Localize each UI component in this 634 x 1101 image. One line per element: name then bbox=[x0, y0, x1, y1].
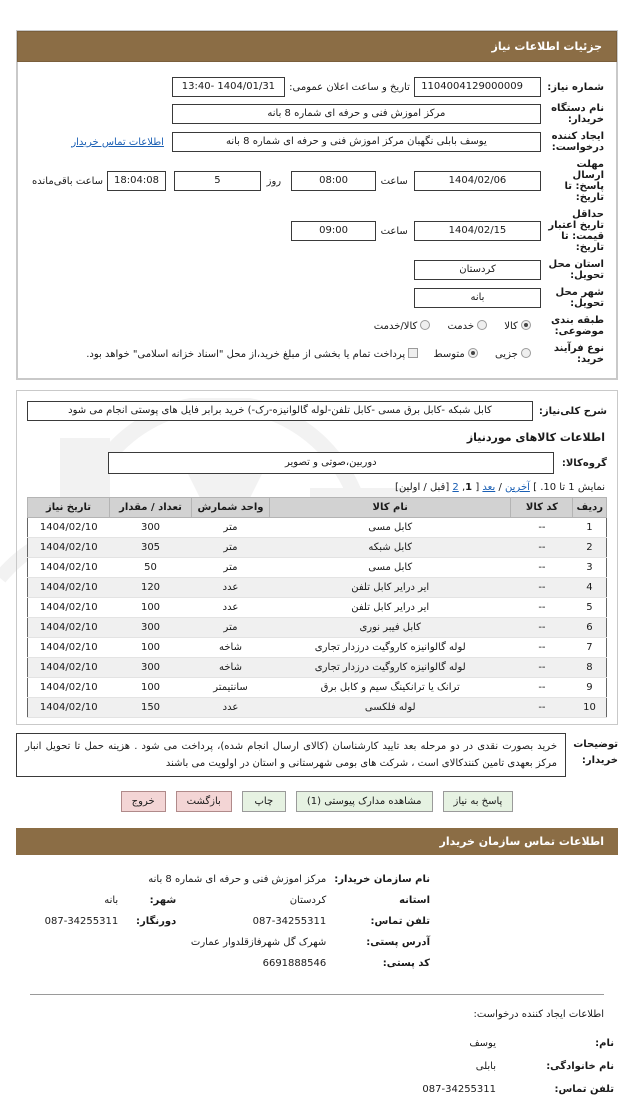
goods-group-value[interactable]: دوربین،صوتی و تصویر bbox=[108, 452, 554, 474]
city-label: شهر محل تحویل: bbox=[555, 287, 604, 309]
creator-row-lastname bbox=[16, 1055, 618, 1078]
cell-need-date: 1404/02/10 bbox=[28, 618, 110, 638]
reply-deadline-date[interactable]: 1404/02/06 bbox=[414, 171, 541, 191]
cell-goods-code: -- bbox=[511, 658, 573, 678]
table-row[interactable] bbox=[28, 538, 607, 558]
cell-row-number: 9 bbox=[573, 678, 607, 698]
category-option-kala[interactable] bbox=[504, 320, 541, 332]
table-row[interactable] bbox=[28, 518, 607, 538]
creator-lastname-value: بابلی bbox=[475, 1061, 496, 1072]
cell-quantity: 50 bbox=[110, 558, 192, 578]
creator-lastname-label: نام خانوادگی: bbox=[546, 1061, 614, 1072]
category-radio-row bbox=[28, 312, 543, 340]
cell-unit: متر bbox=[192, 558, 270, 578]
respond-to-need-button[interactable]: پاسخ به نیاز bbox=[443, 791, 514, 812]
contact-postal-label: کد پستی: bbox=[382, 958, 430, 969]
cell-unit: عدد bbox=[192, 578, 270, 598]
contact-row-province bbox=[30, 890, 604, 911]
cell-row-number: 6 bbox=[573, 618, 607, 638]
cell-unit: متر bbox=[192, 618, 270, 638]
pagination-page-2-link[interactable]: 2 bbox=[452, 482, 459, 493]
cell-goods-name: لوله گالوانیزه کاروگیت درزدار تجاری bbox=[270, 658, 511, 678]
contact-province-label: استانه bbox=[399, 895, 430, 906]
creator-info-table bbox=[16, 1032, 618, 1101]
pagination-last-link[interactable]: آخرین bbox=[505, 482, 530, 493]
process-option-motevaset-label: متوسط bbox=[433, 349, 465, 360]
radio-kala-khedmat-icon[interactable] bbox=[420, 320, 430, 330]
cell-goods-name: کابل شبکه bbox=[270, 538, 511, 558]
cell-row-number: 4 bbox=[573, 578, 607, 598]
cell-goods-name: ترانک یا ترانکینگ سیم و کابل برق bbox=[270, 678, 511, 698]
table-row[interactable] bbox=[28, 658, 607, 678]
radio-motevaset-icon[interactable] bbox=[468, 348, 478, 358]
city-value[interactable]: بانه bbox=[414, 288, 541, 308]
cell-row-number: 8 bbox=[573, 658, 607, 678]
section-divider bbox=[30, 994, 604, 995]
row-buyer-org bbox=[28, 100, 606, 128]
row-price-validity bbox=[28, 206, 606, 256]
cell-need-date: 1404/02/10 bbox=[28, 538, 110, 558]
row-province bbox=[28, 256, 606, 284]
creator-phone-value: 087-34255311 bbox=[422, 1084, 496, 1095]
creator-row-firstname bbox=[16, 1032, 618, 1055]
goods-group-label: گروه‌کالا: bbox=[561, 457, 607, 469]
goods-section bbox=[16, 390, 618, 725]
cell-unit: متر bbox=[192, 518, 270, 538]
contact-org-value: مرکز اموزش فنی و حرفه ای شماره 8 بانه bbox=[148, 874, 327, 885]
col-unit: واحد شمارش bbox=[192, 498, 270, 518]
contact-province-value: کردستان bbox=[289, 895, 327, 906]
exit-button[interactable]: خروج bbox=[121, 791, 166, 812]
radio-kala-icon[interactable] bbox=[521, 320, 531, 330]
cell-row-number: 1 bbox=[573, 518, 607, 538]
cell-goods-name: کابل مسی bbox=[270, 558, 511, 578]
cell-need-date: 1404/02/10 bbox=[28, 598, 110, 618]
remaining-days-value[interactable]: 5 bbox=[174, 171, 261, 191]
cell-quantity: 150 bbox=[110, 698, 192, 718]
need-number-label: شماره نیاز: bbox=[547, 81, 604, 93]
reply-deadline-hour-label: ساعت bbox=[380, 175, 408, 187]
cell-quantity: 300 bbox=[110, 618, 192, 638]
price-validity-date[interactable]: 1404/02/15 bbox=[414, 221, 541, 241]
category-option-khedmat-label: خدمت bbox=[447, 321, 475, 332]
creator-firstname-value: یوسف bbox=[469, 1038, 496, 1049]
contact-row-org bbox=[30, 869, 604, 890]
cell-need-date: 1404/02/10 bbox=[28, 518, 110, 538]
cell-goods-code: -- bbox=[511, 638, 573, 658]
process-radio-row bbox=[28, 340, 543, 368]
process-option-jozii-label: جزیی bbox=[494, 349, 518, 360]
category-option-khedmat[interactable] bbox=[447, 320, 497, 332]
row-category bbox=[28, 312, 606, 340]
creator-phone-label: تلفن تماس: bbox=[554, 1084, 614, 1095]
contact-row-address bbox=[30, 932, 604, 953]
cell-row-number: 3 bbox=[573, 558, 607, 578]
contact-phone-value: 087-34255311 bbox=[252, 916, 327, 927]
cell-unit: شاخه bbox=[192, 638, 270, 658]
requester-value[interactable]: یوسف بابلی نگهبان مرکز اموزش فنی و حرفه ای شماره 8 بانه bbox=[172, 132, 541, 152]
pagination-showing: نمایش 1 تا 10. bbox=[540, 482, 605, 493]
cell-quantity: 100 bbox=[110, 598, 192, 618]
category-option-kala-khedmat-label: کالا/خدمت bbox=[373, 321, 418, 332]
creator-info-title: اطلاعات ایجاد کننده درخواست: bbox=[473, 1009, 604, 1020]
cell-goods-code: -- bbox=[511, 518, 573, 538]
buyer-contact-table bbox=[30, 869, 604, 974]
buyer-org-label: نام دستگاه خریدار: bbox=[551, 103, 604, 125]
category-option-kala-label: کالا bbox=[504, 321, 518, 332]
cell-quantity: 300 bbox=[110, 658, 192, 678]
process-option-motevaset[interactable] bbox=[433, 348, 487, 360]
reply-deadline-time[interactable]: 08:00 bbox=[291, 171, 376, 191]
cell-goods-name: کابل مسی bbox=[270, 518, 511, 538]
cell-goods-name: لوله گالوانیزه کاروگیت درزدار تجاری bbox=[270, 638, 511, 658]
cell-need-date: 1404/02/10 bbox=[28, 578, 110, 598]
cell-goods-name: لوله فلکسی bbox=[270, 698, 511, 718]
cell-goods-code: -- bbox=[511, 578, 573, 598]
buyer-notes-label: توضیحات خریدار: bbox=[573, 739, 618, 766]
cell-goods-code: -- bbox=[511, 678, 573, 698]
pagination-current-page: 1 bbox=[465, 482, 473, 493]
buyer-notes-text: خرید بصورت نقدی در دو مرحله بعد تایید کارشناسان (کالای ارسال انجام شده)، پرداخت می شود . هزینه حمل تا تحویل انبار مرکز بعهدی تامین کنندکالای است ، شرکت های بومی شهرستانی و استان در اولویت می باشند bbox=[16, 733, 566, 777]
treasury-checkbox-group[interactable] bbox=[86, 348, 426, 360]
row-requester bbox=[28, 128, 606, 156]
remaining-time-value[interactable]: 18:04:08 bbox=[107, 171, 166, 191]
table-row[interactable] bbox=[28, 598, 607, 618]
pagination-comma: , bbox=[461, 482, 466, 493]
cell-quantity: 120 bbox=[110, 578, 192, 598]
general-description-label: شرح کلی‌نیاز: bbox=[538, 405, 607, 417]
contact-city-value: بانه bbox=[104, 895, 119, 906]
contact-fax-label: دورنگار: bbox=[136, 916, 177, 927]
contact-postal-value: 6691888546 bbox=[262, 958, 327, 969]
price-validity-label: حداقل تاریخ اعتبار قیمت: تا تاریخ: bbox=[548, 209, 604, 253]
row-city bbox=[28, 284, 606, 312]
buyer-contact-body bbox=[16, 855, 618, 980]
goods-table-body bbox=[28, 518, 607, 718]
announce-datetime-label: تاریخ و ساعت اعلان عمومی: bbox=[289, 81, 410, 93]
reply-deadline-label: مهلت ارسال پاسخ: تا تاریخ: bbox=[564, 159, 604, 203]
radio-khedmat-icon[interactable] bbox=[477, 320, 487, 330]
general-description-value[interactable]: کابل شبکه -کابل برق مسی -کابل تلفن-لوله گالوانیزه-رک-) خرید برابر فایل های پوستی انجام می شود bbox=[27, 401, 533, 421]
contact-phone-label: تلفن تماس: bbox=[370, 916, 430, 927]
row-need-number bbox=[28, 74, 606, 100]
cell-unit: شاخه bbox=[192, 658, 270, 678]
table-row[interactable] bbox=[28, 698, 607, 718]
cell-quantity: 100 bbox=[110, 638, 192, 658]
cell-need-date: 1404/02/10 bbox=[28, 638, 110, 658]
goods-info-title: اطلاعات کالاهای موردنیاز bbox=[466, 431, 605, 444]
contact-row-phone bbox=[30, 911, 604, 932]
table-row[interactable] bbox=[28, 638, 607, 658]
table-row[interactable] bbox=[28, 618, 607, 638]
creator-firstname-label: نام: bbox=[595, 1038, 614, 1049]
cell-row-number: 2 bbox=[573, 538, 607, 558]
need-number-value[interactable]: 1104004129000009 bbox=[414, 77, 541, 97]
cell-quantity: 305 bbox=[110, 538, 192, 558]
cell-row-number: 5 bbox=[573, 598, 607, 618]
buyer-org-value[interactable]: مرکز اموزش فنی و حرفه ای شماره 8 بانه bbox=[172, 104, 541, 124]
category-option-kala-khedmat[interactable] bbox=[374, 320, 441, 332]
need-details-panel bbox=[17, 62, 617, 379]
col-goods-name: نام کالا bbox=[270, 498, 511, 518]
contact-org-label: نام سازمان خریدار: bbox=[334, 874, 430, 885]
cell-need-date: 1404/02/10 bbox=[28, 658, 110, 678]
page-root bbox=[0, 30, 634, 1101]
pagination-next-link[interactable]: بعد bbox=[482, 482, 496, 493]
cell-unit: عدد bbox=[192, 698, 270, 718]
category-label: طبقه بندی موضوعی: bbox=[550, 315, 604, 337]
pagination-prev-first: [قبل / اولین] bbox=[395, 482, 450, 493]
table-row[interactable] bbox=[28, 578, 607, 598]
cell-unit: متر bbox=[192, 538, 270, 558]
buyer-contact-title: اطلاعات تماس سازمان خریدار bbox=[16, 828, 618, 855]
cell-need-date: 1404/02/10 bbox=[28, 558, 110, 578]
cell-row-number: 7 bbox=[573, 638, 607, 658]
cell-unit: سانتیمتر bbox=[192, 678, 270, 698]
cell-unit: عدد bbox=[192, 598, 270, 618]
table-row[interactable] bbox=[28, 558, 607, 578]
col-goods-code: کد کالا bbox=[511, 498, 573, 518]
action-buttons-row bbox=[0, 791, 634, 812]
cell-quantity: 100 bbox=[110, 678, 192, 698]
cell-quantity: 300 bbox=[110, 518, 192, 538]
cell-goods-name: ایر درایر کابل تلفن bbox=[270, 598, 511, 618]
col-need-date: تاریخ نیاز bbox=[28, 498, 110, 518]
requester-label: ایجاد کننده درخواست: bbox=[551, 131, 604, 153]
cell-goods-name: ایر درایر کابل تلفن bbox=[270, 578, 511, 598]
buyer-notes-row bbox=[16, 733, 618, 777]
cell-goods-code: -- bbox=[511, 618, 573, 638]
creator-row-phone bbox=[16, 1078, 618, 1101]
price-validity-hour-label: ساعت bbox=[380, 225, 408, 237]
process-label: نوع فرآیند خرید: bbox=[553, 343, 604, 365]
need-details-section bbox=[16, 30, 618, 380]
row-process-type bbox=[28, 340, 606, 368]
back-button[interactable]: بازگشت bbox=[176, 791, 232, 812]
remaining-time-label: ساعت باقی‌مانده bbox=[32, 175, 104, 187]
cell-goods-code: -- bbox=[511, 698, 573, 718]
cell-need-date: 1404/02/10 bbox=[28, 698, 110, 718]
price-validity-time[interactable]: 09:00 bbox=[291, 221, 376, 241]
remaining-days-label: روز bbox=[266, 175, 282, 187]
goods-group-row bbox=[27, 452, 607, 474]
col-row-number: ردیف bbox=[573, 498, 607, 518]
need-details-form bbox=[28, 74, 606, 368]
process-option-jozii[interactable] bbox=[495, 348, 541, 360]
treasury-checkbox-icon[interactable] bbox=[408, 348, 418, 358]
table-row[interactable] bbox=[28, 678, 607, 698]
contact-address-label: آدرس پستی: bbox=[366, 937, 430, 948]
province-value[interactable]: کردستان bbox=[414, 260, 541, 280]
contact-row-postal bbox=[30, 953, 604, 974]
province-label: استان محل تحویل: bbox=[548, 259, 604, 281]
buyer-notes-section bbox=[16, 733, 618, 777]
page-title: جزئیات اطلاعات نیاز bbox=[17, 31, 617, 62]
pagination bbox=[27, 482, 605, 493]
cell-goods-code: -- bbox=[511, 538, 573, 558]
contact-fax-value: 087-34255311 bbox=[44, 916, 119, 927]
view-attachments-button[interactable]: مشاهده مدارک پیوستی (1) bbox=[296, 791, 433, 812]
contact-address-value: شهرک گل شهرفازقلدوار عمارت bbox=[190, 937, 327, 948]
cell-goods-name: کابل فیبر نوری bbox=[270, 618, 511, 638]
row-reply-deadline bbox=[28, 156, 606, 206]
contact-city-label: شهر: bbox=[149, 895, 177, 906]
cell-goods-code: -- bbox=[511, 598, 573, 618]
cell-row-number: 10 bbox=[573, 698, 607, 718]
treasury-checkbox-label: پرداخت تمام یا بخشی از مبلغ خرید،از محل "اسناد خزانه اسلامی" خواهد بود. bbox=[86, 349, 406, 360]
col-quantity: تعداد / مقدار bbox=[110, 498, 192, 518]
goods-table-header-row bbox=[28, 498, 607, 518]
buyer-contact-section bbox=[16, 828, 618, 1101]
announce-datetime-value[interactable]: 1404/01/31 -13:40 bbox=[172, 77, 285, 97]
goods-table bbox=[27, 497, 607, 718]
cell-goods-code: -- bbox=[511, 558, 573, 578]
pagination-bracket-open: ] bbox=[533, 482, 537, 493]
buyer-contact-link[interactable]: اطلاعات تماس خریدار bbox=[71, 136, 164, 148]
pagination-slash-1: / bbox=[498, 482, 502, 493]
print-button[interactable]: چاپ bbox=[242, 791, 286, 812]
general-description-row bbox=[27, 401, 607, 421]
pagination-bracket-close: [ bbox=[475, 482, 480, 493]
cell-need-date: 1404/02/10 bbox=[28, 678, 110, 698]
radio-jozii-icon[interactable] bbox=[521, 348, 531, 358]
